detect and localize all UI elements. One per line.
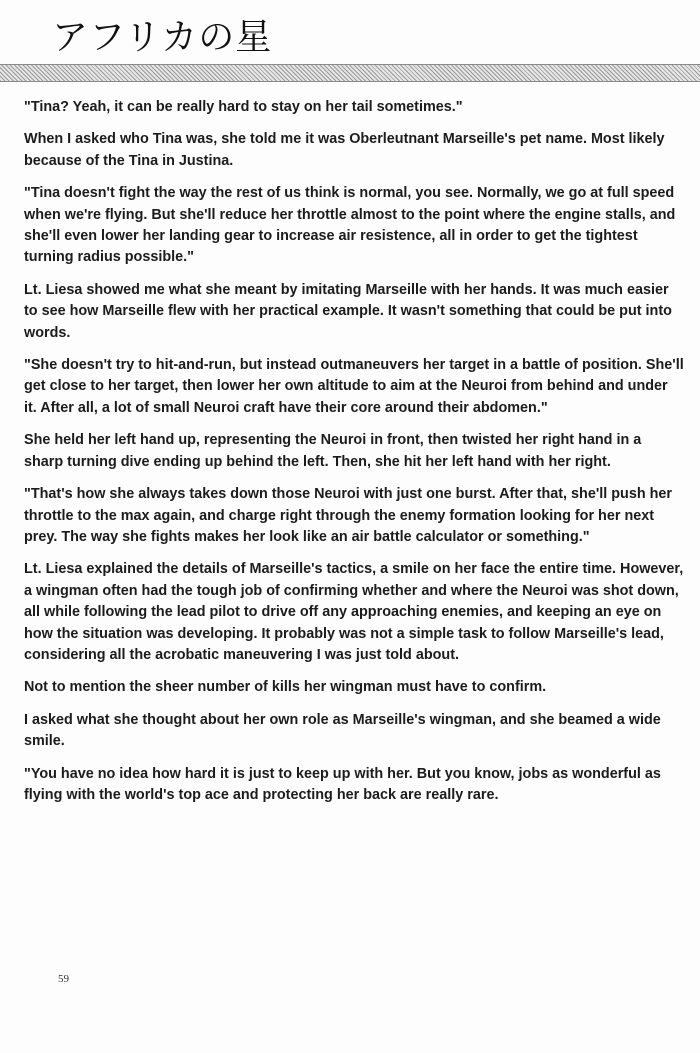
page-number: 59 bbox=[58, 973, 69, 985]
paragraph: Lt. Liesa showed me what she meant by imitating Marseille with her hands. It was much easier to see how Marseille flew with her practical example. It wasn't something that could be put into words. bbox=[24, 281, 672, 341]
paragraph: When I asked who Tina was, she told me it was Oberleutnant Marseille's pet name. Most likely because of the Tina in Justina. bbox=[24, 131, 665, 169]
body-text bbox=[24, 97, 684, 817]
paragraph: Not to mention the sheer number of kills her wingman must have to confirm. bbox=[24, 679, 547, 696]
paragraph: Lt. Liesa explained the details of Marseille's tactics, a smile on her face the entire time. However, a wingman often had the tough job of confirming whether and where the Neuroi was shot down, all while following the lead pilot to drive off any approaching enemies, and keeping an eye on how the situation was developing. It probably was not a simple task to follow Marseille's lead, considering all the acrobatic maneuvering I was just told about. bbox=[24, 561, 684, 663]
paragraph: "Tina? Yeah, it can be really hard to stay on her tail sometimes." bbox=[24, 99, 463, 115]
paragraph: "That's how she always takes down those Neuroi with just one burst. After that, she'll push her throttle to the max again, and charge right through the enemy formation looking for her next prey. The way she fights makes her look like an air battle calculator or something." bbox=[24, 486, 673, 545]
paragraph: "You have no idea how hard it is just to keep up with her. But you know, jobs as wonderful as flying with the world's top ace and protecting her back are really rare. bbox=[24, 765, 661, 803]
paragraph: She held her left hand up, representing the Neuroi in front, then twisted her right hand in a sharp turning dive ending up behind the left. Then, she hit her left hand with her right. bbox=[24, 432, 642, 470]
paragraph: "She doesn't try to hit-and-run, but instead outmaneuvers her target in a battle of position. She'll get close to her target, then lower her own altitude to aim at the Neuroi from behind and under it. After all, a lot of small Neuroi craft have their core around their abdomen." bbox=[24, 357, 684, 416]
paragraph: "Tina doesn't fight the way the rest of us think is normal, you see. Normally, we go at full speed when we're flying. But she'll reduce her throttle almost to the point where the engine stalls, and she'll even lower her landing gear to increase air resistence, all in order to get the tightest turning radius possible." bbox=[24, 185, 676, 266]
header-divider bbox=[0, 64, 700, 82]
paragraph: I asked what she thought about her own role as Marseille's wingman, and she beamed a wide smile. bbox=[24, 711, 661, 750]
chapter-title: アフリカの星 bbox=[52, 17, 273, 58]
